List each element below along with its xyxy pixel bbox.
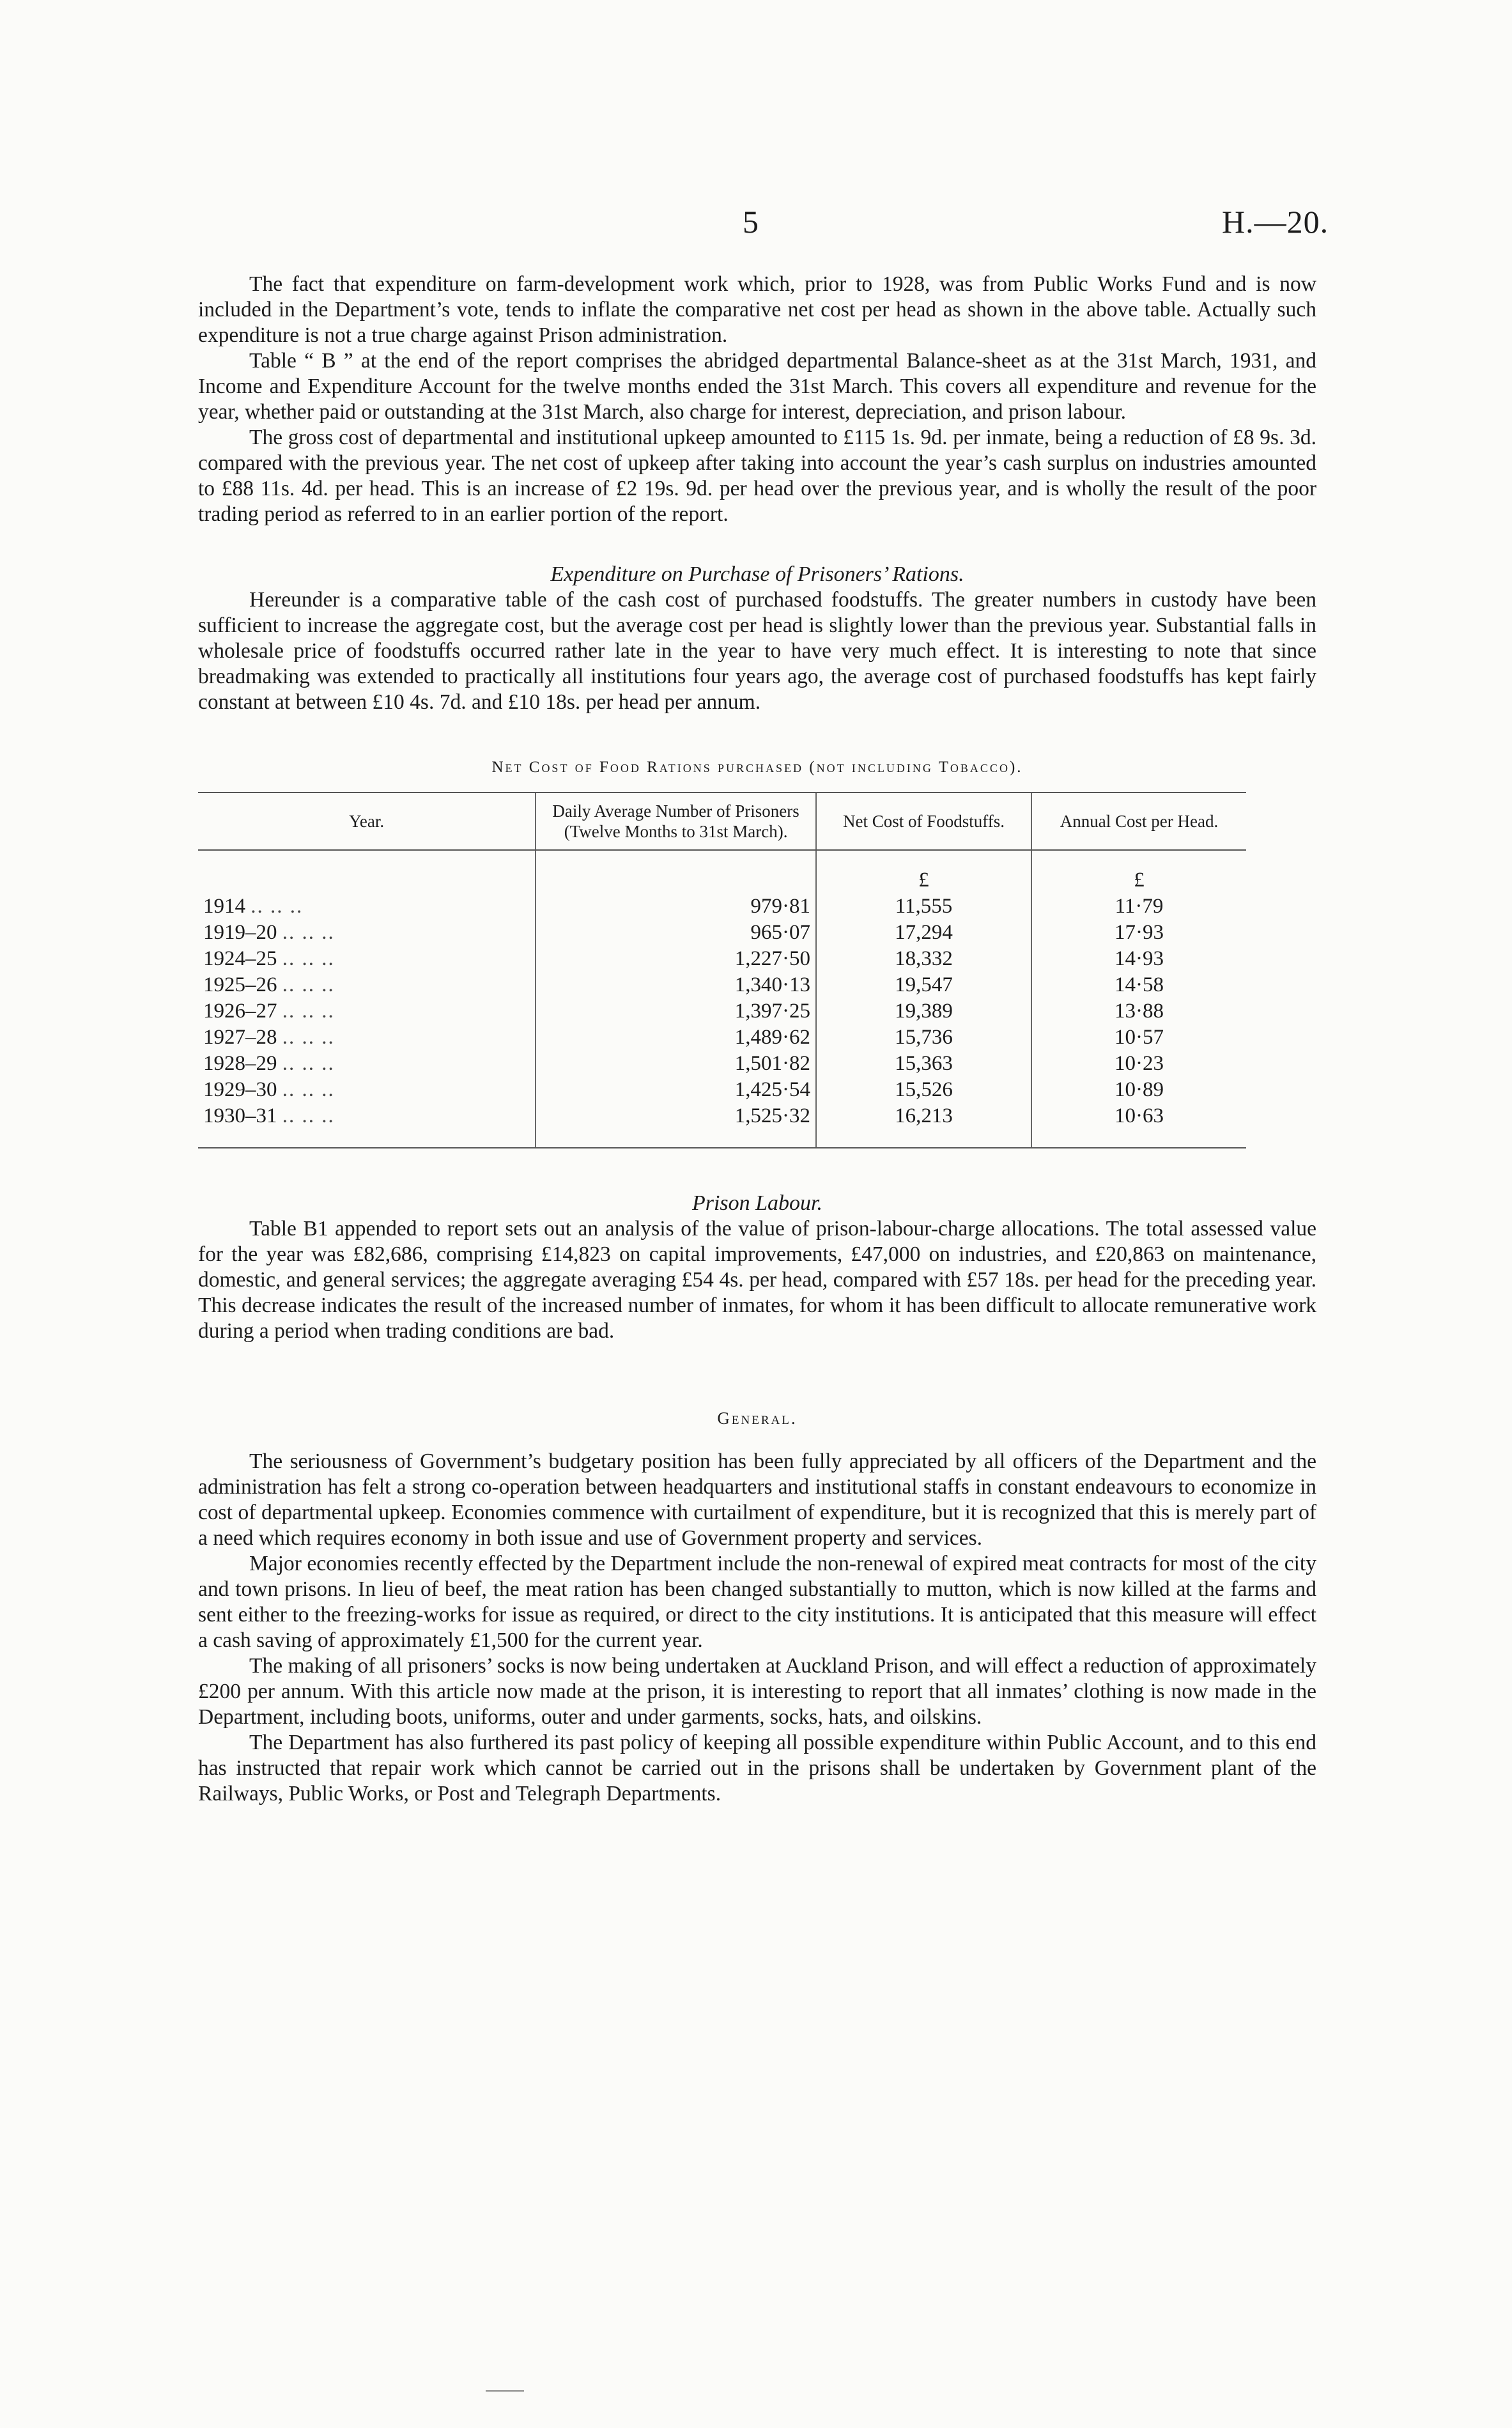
table-row [198,946,1246,972]
annual-cost-cell: 14·93 [1031,946,1246,972]
leader-dots: .. .. .. [282,1026,335,1049]
leader-dots: .. .. .. [282,921,335,944]
prisoners-cell: 1,525·32 [536,1103,816,1148]
table-row [198,998,1246,1025]
year-cell: 1924–25 [203,947,277,970]
leader-dots: .. .. .. [251,895,304,918]
annual-cost-cell: 10·89 [1031,1077,1246,1103]
column-header-year: Year. [198,793,536,850]
year-cell: 1927–28 [203,1026,277,1049]
net-cost-cell: 15,363 [816,1051,1031,1077]
column-header-prisoners: Daily Average Number of Prisoners (Twelve Months to 31st March). [536,793,816,850]
column-header-annual-cost: Annual Cost per Head. [1031,793,1246,850]
prisoners-cell: 1,340·13 [536,972,816,998]
prisoners-cell: 1,489·62 [536,1025,816,1051]
table-row [198,893,1246,920]
paragraph: The seriousness of Government’s budgetary position has been fully appreciated by all officers of the Department and the administration has felt a strong co-operation between headquarters and institutional staffs in constant endeavours to economize in cost of departmental upkeep. Economies commence with curtailment of expenditure, but it is recognized that this is merely part of a need which requires economy in both issue and use of Government property and services. [198,1450,1316,1550]
leader-dots: .. .. .. [282,973,335,996]
section-heading-labour: Prison Labour. [691,1191,823,1215]
leader-dots: .. .. .. [282,1078,335,1101]
prisoners-cell: 1,227·50 [536,946,816,972]
annual-cost-cell: 13·88 [1031,998,1246,1025]
document-reference: H.—20. [1222,204,1329,240]
annual-cost-cell: 10·23 [1031,1051,1246,1077]
year-cell: 1928–29 [203,1052,277,1075]
leader-dots: .. .. .. [282,1052,335,1075]
year-cell: 1926–27 [203,1000,277,1023]
table-row [198,1103,1246,1148]
table-caption: Net Cost of Food Rations purchased (not including Tobacco). [491,759,1023,776]
table-row [198,1025,1246,1051]
annual-cost-cell: 10·63 [1031,1103,1246,1148]
net-cost-cell: 19,389 [816,998,1031,1025]
prisoners-cell: 1,397·25 [536,998,816,1025]
page-body [198,272,1316,1807]
year-cell: 1919–20 [203,921,277,944]
net-cost-cell: 19,547 [816,972,1031,998]
table-row [198,1077,1246,1103]
paragraph: Table B1 appended to report sets out an analysis of the value of prison-labour-charge allocations. The total assessed value for the year was £82,686, comprising £14,823 on capital improvements, £47,000 on industries, and £20,863 on maintenance, domestic, and general services; the aggregate averaging £54 4s. per head, compared with £57 18s. per head for the preceding year. This decrease indicates the result of the increased number of inmates, for whom it has been difficult to allocate remunerative work during a period when trading conditions are bad. [198,1217,1316,1343]
table-row [198,972,1246,998]
net-cost-cell: 16,213 [816,1103,1031,1148]
net-cost-cell: 17,294 [816,920,1031,946]
prisoners-cell: 1,501·82 [536,1051,816,1077]
net-cost-cell: 18,332 [816,946,1031,972]
paragraph: Table “ B ” at the end of the report comprises the abridged departmental Balance-sheet as at the 31st March, 1931, and Income and Expenditure Account for the twelve months ended the 31st March. This covers all expenditure and revenue for the year, whether paid or outstanding at the 31st March, also charge for interest, depreciation, and prison labour. [198,349,1316,424]
annual-cost-cell: 10·57 [1031,1025,1246,1051]
table-row [198,920,1246,946]
leader-dots: .. .. .. [282,947,335,970]
table-header-row [198,793,1246,850]
paragraph: Major economies recently effected by the Department include the non-renewal of expired meat contracts for most of the city and town prisons. In lieu of beef, the meat ration has been changed substantially to mutton, which is now killed at the farms and sent either to the freezing-works for issue as required, or direct to the city institutions. It is anticipated that this measure will effect a cash saving of approximately £1,500 for the current year. [198,1552,1316,1652]
prisoners-cell: 979·81 [536,893,816,920]
table-units-row [198,850,1246,893]
table-row [198,1051,1246,1077]
leader-dots: .. .. .. [282,1104,335,1127]
year-cell: 1925–26 [203,973,277,996]
net-cost-cell: 15,736 [816,1025,1031,1051]
paragraph: The gross cost of departmental and institutional upkeep amounted to £115 1s. 9d. per inmate, being a reduction of £8 9s. 3d. compared with the previous year. The net cost of upkeep after taking into account the year’s cash surplus on industries amounted to £88 11s. 4d. per head. This is an increase of £2 19s. 9d. per head over the previous year, and is wholly the result of the poor trading period as referred to in an earlier portion of the report. [198,426,1316,526]
prisoners-cell: 965·07 [536,920,816,946]
section-heading-rations: Expenditure on Purchase of Prisoners’ Rations. [550,562,964,586]
annual-cost-cell: 17·93 [1031,920,1246,946]
year-cell: 1914 [203,895,245,918]
footer-rule [486,2390,524,2392]
unit-label: £ [816,850,1031,893]
year-cell: 1929–30 [203,1078,277,1101]
year-cell: 1930–31 [203,1104,277,1127]
paragraph: The making of all prisoners’ socks is now being undertaken at Auckland Prison, and will effect a reduction of approximately £200 per annum. With this article now made at the prison, it is interesting to report that all inmates’ clothing is now made in the Department, including boots, uniforms, outer and under garments, socks, hats, and oilskins. [198,1654,1316,1729]
section-heading-general: General. [717,1409,798,1428]
column-header-net-cost: Net Cost of Foodstuffs. [816,793,1031,850]
unit-label: £ [1031,850,1246,893]
leader-dots: .. .. .. [282,1000,335,1023]
paragraph: The Department has also furthered its past policy of keeping all possible expenditure within Public Account, and to this end has instructed that repair work which cannot be carried out in the prisons shall be undertaken by Government plant of the Railways, Public Works, or Post and Telegraph Departments. [198,1731,1316,1806]
annual-cost-cell: 14·58 [1031,972,1246,998]
paragraph: Hereunder is a comparative table of the cash cost of purchased foodstuffs. The greater numbers in custody have been sufficient to increase the aggregate cost, but the average cost per head is slightly lower than the previous year. Substantial falls in wholesale price of foodstuffs occurred rather late in the year to have very much effect. It is interesting to note that since breadmaking was extended to practically all institutions four years ago, the average cost of purchased foodstuffs has kept fairly constant at between £10 4s. 7d. and £10 18s. per head per annum. [198,588,1316,714]
page-header [0,203,1512,248]
annual-cost-cell: 11·79 [1031,893,1246,920]
net-cost-cell: 15,526 [816,1077,1031,1103]
page-number: 5 [743,204,759,240]
net-cost-cell: 11,555 [816,893,1031,920]
paragraph: The fact that expenditure on farm-development work which, prior to 1928, was from Public Works Fund and is now included in the Department’s vote, tends to inflate the comparative net cost per head as shown in the above table. Actually such expenditure is not a true charge against Prison administration. [198,272,1316,347]
prisoners-cell: 1,425·54 [536,1077,816,1103]
food-rations-table [198,792,1246,1148]
